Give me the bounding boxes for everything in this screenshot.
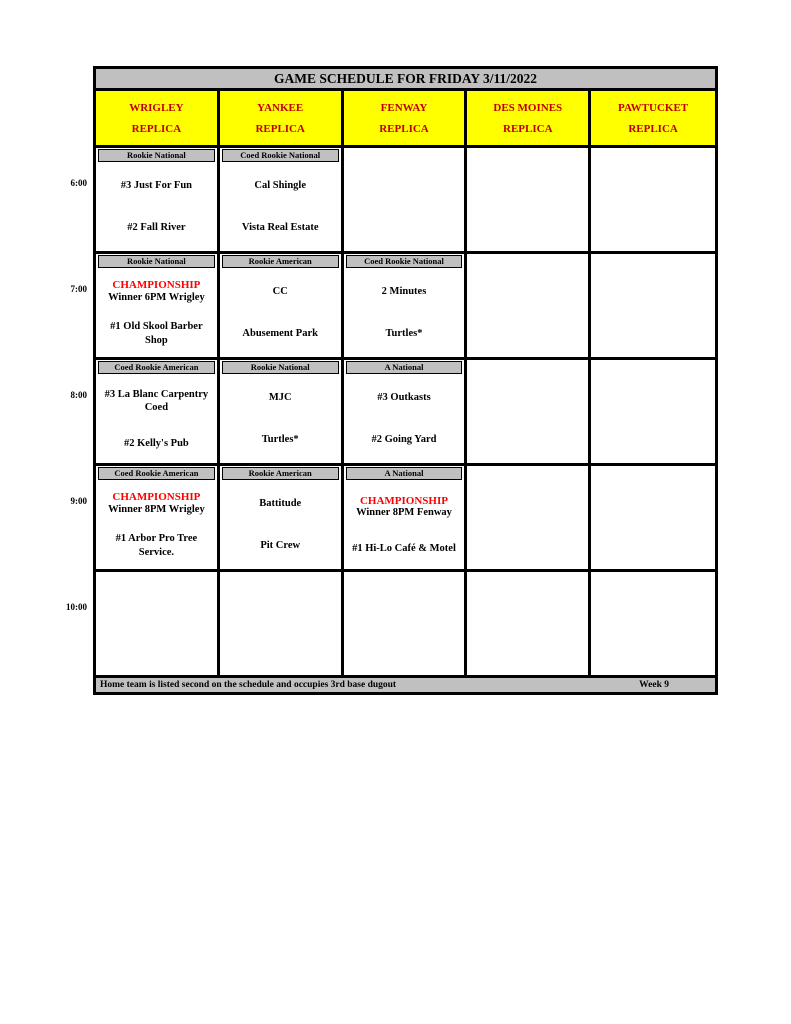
time-label-9: 9:00: [70, 496, 87, 506]
game-cell: [96, 163, 217, 251]
venue-name: PAWTUCKET: [618, 101, 689, 114]
time-block-8: [96, 357, 715, 463]
game-cell: [220, 587, 341, 675]
schedule-cell: [220, 466, 344, 569]
week-label: Week 9: [639, 680, 669, 690]
venue-name: DES MOINES: [493, 101, 563, 114]
time-label-6: 6:00: [70, 178, 87, 188]
league-label: Rookie National: [98, 255, 215, 268]
championship-note: Winner 8PM Fenway: [356, 507, 452, 519]
schedule-cell: [591, 254, 715, 357]
game-cell: [467, 163, 588, 251]
schedule-cell: [467, 572, 591, 675]
schedule-layout: [0, 66, 718, 695]
footer-bar: [96, 675, 715, 692]
championship-note: Winner 6PM Wrigley: [108, 291, 205, 303]
schedule-table: [93, 66, 718, 695]
game-cell: [467, 587, 588, 675]
column-header-wrigley: [96, 91, 220, 145]
game-cell: [220, 269, 341, 357]
schedule-cell: [591, 360, 715, 463]
schedule-cell: [96, 254, 220, 357]
time-block-10: [96, 569, 715, 675]
team-name-home: #1 Old Skool Barber Shop: [110, 321, 203, 346]
schedule-cell: [467, 254, 591, 357]
schedule-cell: [467, 148, 591, 251]
time-gutter: [0, 66, 93, 695]
schedule-cell: [96, 148, 220, 251]
game-cell: [467, 481, 588, 569]
championship-group: [108, 491, 205, 516]
game-cell: [591, 163, 715, 251]
time-block-6: [96, 145, 715, 251]
game-cell: [591, 587, 715, 675]
venue-replica-label: REPLICA: [628, 122, 678, 135]
game-cell: [467, 375, 588, 463]
game-cell: [591, 481, 715, 569]
schedule-cell: [96, 466, 220, 569]
game-cell: [96, 269, 217, 357]
schedule-cell: [220, 254, 344, 357]
schedule-cell: [344, 254, 468, 357]
schedule-cell: [344, 572, 468, 675]
game-cell: [344, 163, 465, 251]
league-label: Coed Rookie American: [98, 361, 215, 374]
championship-label: CHAMPIONSHIP: [112, 491, 201, 504]
game-cell: [344, 269, 465, 357]
footer-note: Home team is listed second on the schedule and occupies 3rd base dugout: [100, 680, 397, 690]
team-name-home: #1 Arbor Pro Tree Service.: [115, 533, 198, 558]
team-name-visitor: #3 La Blanc Carpentry Coed: [104, 389, 209, 414]
team-name-visitor: 2 Minutes: [381, 286, 427, 298]
game-cell: [344, 481, 465, 569]
venue-replica-label: REPLICA: [255, 122, 305, 135]
column-header-fenway: [344, 91, 468, 145]
schedule-cell: [467, 466, 591, 569]
game-cell: [344, 375, 465, 463]
team-name-home: Turtles*: [385, 328, 423, 340]
team-name-visitor: Cal Shingle: [254, 180, 307, 192]
championship-label: CHAMPIONSHIP: [112, 279, 201, 292]
league-label: Rookie American: [222, 467, 339, 480]
league-label: Coed Rookie National: [222, 149, 339, 162]
league-label: A National: [346, 361, 463, 374]
schedule-cell: [96, 572, 220, 675]
time-label-8: 8:00: [70, 390, 87, 400]
schedule-cell: [344, 360, 468, 463]
time-label-10: 10:00: [66, 602, 87, 612]
league-label: Rookie National: [222, 361, 339, 374]
game-cell: [96, 587, 217, 675]
team-name-home: #2 Kelly's Pub: [124, 437, 189, 449]
table-title: GAME SCHEDULE FOR FRIDAY 3/11/2022: [96, 69, 715, 91]
league-label: Rookie National: [98, 149, 215, 162]
game-cell: [220, 481, 341, 569]
game-cell: [467, 269, 588, 357]
team-name-home: Turtles*: [261, 434, 299, 446]
game-cell: [220, 375, 341, 463]
schedule-cell: [96, 360, 220, 463]
schedule-cell: [344, 466, 468, 569]
venue-replica-label: REPLICA: [131, 122, 182, 135]
team-name-visitor: #3 Outkasts: [377, 392, 431, 404]
time-block-9: [96, 463, 715, 569]
schedule-cell: [220, 360, 344, 463]
schedule-cell: [220, 148, 344, 251]
team-name-visitor: Battitude: [259, 498, 302, 510]
schedule-cell: [220, 572, 344, 675]
championship-note: Winner 8PM Wrigley: [108, 503, 205, 515]
schedule-cell: [591, 466, 715, 569]
schedule-cell: [467, 360, 591, 463]
game-cell: [591, 375, 715, 463]
team-name-home: Abusement Park: [242, 328, 318, 340]
venue-name: YANKEE: [257, 101, 304, 114]
team-name-home: Pit Crew: [260, 540, 301, 552]
championship-group: [356, 495, 452, 520]
game-cell: [344, 587, 465, 675]
team-name-home: Vista Real Estate: [241, 222, 319, 234]
league-label: A National: [346, 467, 463, 480]
league-label: Coed Rookie National: [346, 255, 463, 268]
game-cell: [591, 269, 715, 357]
time-block-7: [96, 251, 715, 357]
venue-replica-label: REPLICA: [503, 122, 553, 135]
team-name-home: #2 Going Yard: [371, 434, 437, 446]
venue-header-row: [96, 91, 715, 145]
schedule-cell: [344, 148, 468, 251]
schedule-cell: [591, 572, 715, 675]
team-name-visitor: #3 Just For Fun: [120, 180, 193, 192]
game-cell: [96, 481, 217, 569]
venue-name: FENWAY: [380, 101, 428, 114]
team-name-home: #2 Fall River: [127, 222, 186, 234]
column-header-pawtucket: [591, 91, 715, 145]
venue-replica-label: REPLICA: [379, 122, 429, 135]
game-cell: [220, 163, 341, 251]
venue-name: WRIGLEY: [129, 101, 184, 114]
team-name-home: #1 Hi-Lo Café & Motel: [352, 543, 456, 555]
column-header-yankee: [220, 91, 344, 145]
league-label: Coed Rookie American: [98, 467, 215, 480]
time-label-7: 7:00: [70, 284, 87, 294]
championship-group: [108, 279, 205, 304]
schedule-cell: [591, 148, 715, 251]
team-name-visitor: CC: [272, 286, 288, 298]
column-header-des-moines: [467, 91, 591, 145]
championship-label: CHAMPIONSHIP: [359, 494, 448, 507]
team-name-visitor: MJC: [268, 392, 292, 404]
league-label: Rookie American: [222, 255, 339, 268]
game-cell: [96, 375, 217, 463]
